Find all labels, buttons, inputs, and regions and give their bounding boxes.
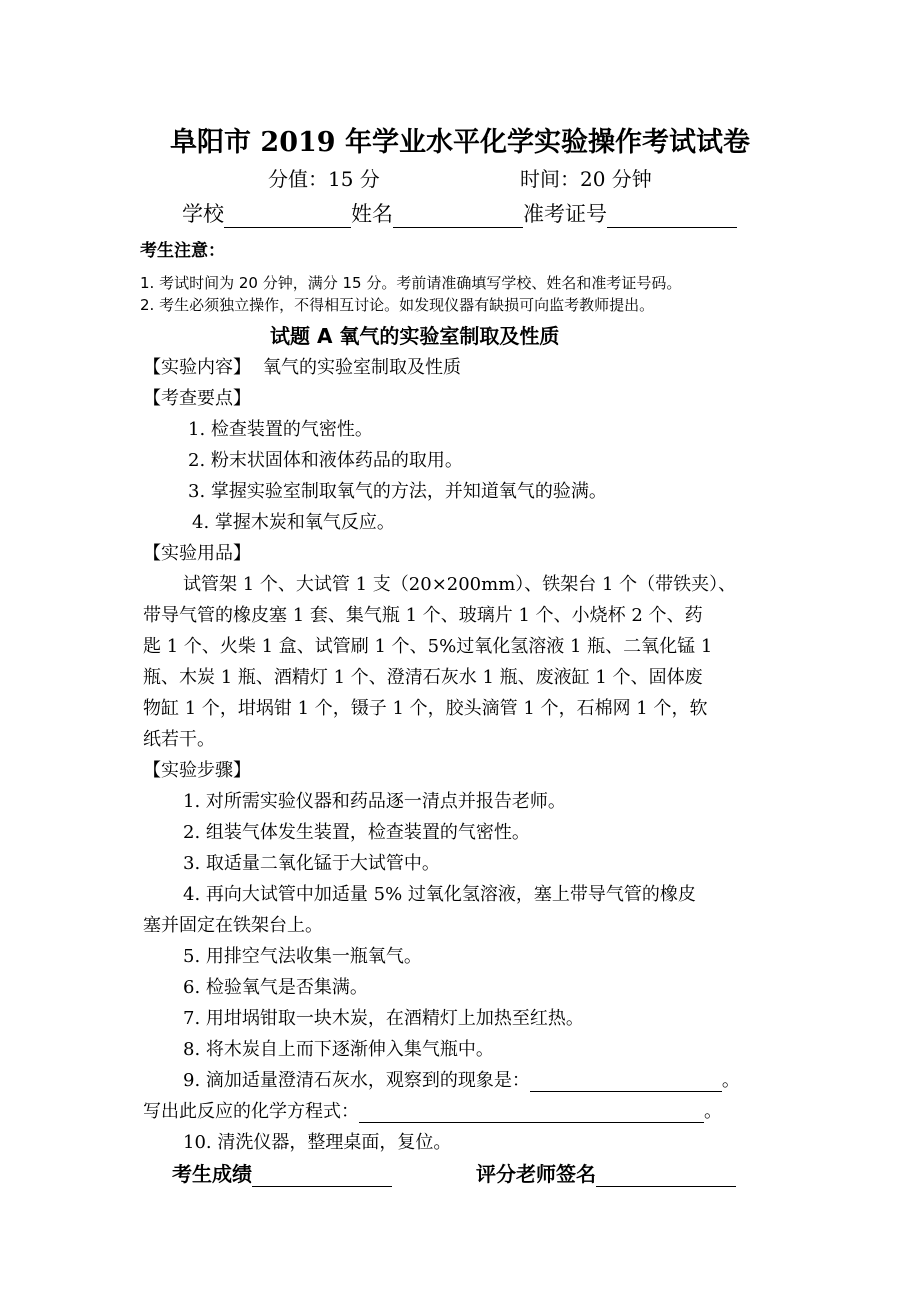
points-label: 【考查要点】 [143, 388, 251, 409]
materials-line: 瓶、木炭 1 瓶、酒精灯 1 个、澄清石灰水 1 瓶、废液缸 1 个、固体废 [143, 667, 703, 688]
step-item: 8. 将木炭自上而下逐渐伸入集气瓶中。 [183, 1039, 494, 1060]
step-item: 2. 组装气体发生装置，检查装置的气密性。 [183, 822, 530, 843]
period-mark: 。 [704, 1101, 722, 1122]
period-mark: 。 [721, 1070, 740, 1091]
equation-answer-field[interactable] [359, 1100, 704, 1123]
materials-line: 试管架 1 个、大试管 1 支（20×200mm）、铁架台 1 个（带铁夹）、 [183, 574, 737, 595]
question-title: 试题 A 氧气的实验室制取及性质 [270, 324, 560, 348]
notice-item: 2. 考生必须独立操作，不得相互讨论。如发现仪器有缺损可向监考教师提出。 [140, 296, 655, 314]
step-item-continued: 塞并固定在铁架台上。 [143, 915, 323, 936]
materials-line: 带导气管的橡皮塞 1 套、集气瓶 1 个、玻璃片 1 个、小烧杯 2 个、药 [143, 605, 703, 626]
step-item: 3. 取适量二氧化锰于大试管中。 [183, 853, 440, 874]
equation-row [143, 1097, 722, 1123]
materials-label: 【实验用品】 [143, 543, 251, 564]
score-label: 考生成绩 [172, 1162, 252, 1186]
name-field[interactable] [393, 205, 523, 228]
point-item: 4. 掌握木炭和氧气反应。 [192, 512, 395, 533]
step-item: 6. 检验氧气是否集满。 [183, 977, 368, 998]
content-label: 【实验内容】 [143, 357, 251, 378]
point-item: 1. 检查装置的气密性。 [188, 419, 373, 440]
school-field[interactable] [224, 205, 351, 228]
step-item: 10. 清洗仪器，整理桌面，复位。 [183, 1132, 452, 1153]
score-field[interactable] [252, 1164, 392, 1187]
step-item: 1. 对所需实验仪器和药品逐一清点并报告老师。 [183, 791, 566, 812]
notice-item: 1. 考试时间为 20 分钟，满分 15 分。考前请准确填写学校、姓名和准考证号码。 [140, 274, 682, 292]
signature-field[interactable] [596, 1164, 736, 1187]
point-item: 2. 粉末状固体和液体药品的取用。 [188, 450, 463, 471]
score-row [172, 1158, 392, 1187]
steps-label: 【实验步骤】 [143, 760, 251, 781]
step-item: 9. 滴加适量澄清石灰水，观察到的现象是： [183, 1070, 530, 1091]
observation-answer-field[interactable] [530, 1069, 722, 1092]
materials-line: 纸若干。 [143, 729, 215, 750]
point-item: 3. 掌握实验室制取氧气的方法，并知道氧气的验满。 [188, 481, 607, 502]
school-label: 学校 [182, 202, 224, 226]
exam-number-field[interactable] [607, 205, 737, 228]
materials-line: 物缸 1 个，坩埚钳 1 个，镊子 1 个，胶头滴管 1 个，石棉网 1 个，软 [143, 698, 708, 719]
step-item-continued: 写出此反应的化学方程式： [143, 1101, 359, 1122]
content-row [143, 353, 461, 379]
step-item: 5. 用排空气法收集一瓶氧气。 [183, 946, 422, 967]
materials-line: 匙 1 个、火柴 1 盒、试管刷 1 个、5%过氧化氢溶液 1 瓶、二氧化锰 1 [143, 636, 713, 657]
step-item: 4. 再向大试管中加适量 5% 过氧化氢溶液，塞上带导气管的橡皮 [183, 884, 696, 905]
signature-row [476, 1158, 736, 1187]
page-title: 阜阳市 2019 年学业水平化学实验操作考试试卷 [170, 127, 750, 158]
step-item: 7. 用坩埚钳取一块木炭，在酒精灯上加热至红热。 [183, 1008, 584, 1029]
student-info-row [182, 198, 737, 228]
content-text: 氧气的实验室制取及性质 [263, 357, 461, 378]
notice-heading: 考生注意： [140, 241, 225, 261]
signature-label: 评分老师签名 [476, 1162, 596, 1186]
exam-number-label: 准考证号 [523, 202, 607, 226]
step-9-row [183, 1066, 740, 1092]
score-value: 分值：15 分 [268, 167, 380, 191]
time-value: 时间：20 分钟 [520, 167, 652, 191]
name-label: 姓名 [351, 202, 393, 226]
